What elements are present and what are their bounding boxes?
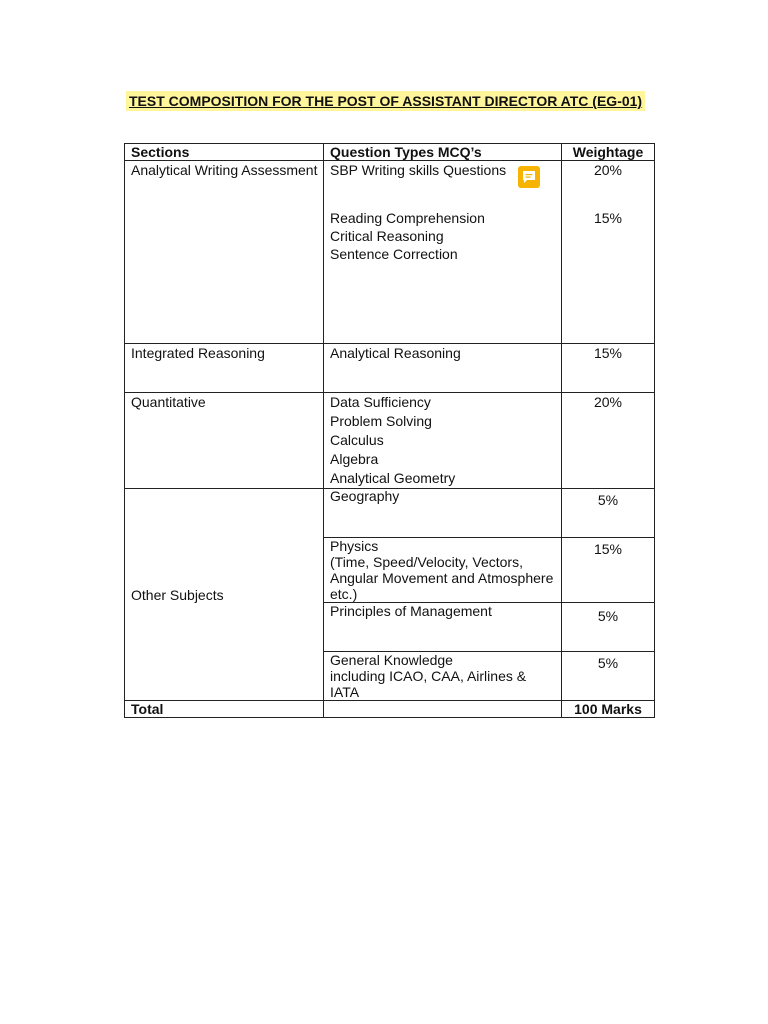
weightage-general-knowledge: 5% — [562, 652, 655, 701]
weightage-value: 20% — [593, 162, 623, 178]
table-total-row — [125, 701, 655, 718]
question-item: SBP Writing skills Questions — [330, 162, 507, 178]
table-header-row — [125, 144, 655, 161]
header-question-types: Question Types MCQ’s — [324, 144, 562, 161]
weightage-ir: 15% — [562, 344, 655, 393]
questions-general-knowledge — [324, 652, 562, 701]
question-item: General Knowledge — [330, 652, 453, 668]
total-label: Total — [125, 701, 324, 718]
section-ir: Integrated Reasoning — [125, 344, 324, 393]
question-item: Data Sufficiency — [330, 394, 431, 410]
comment-glyph-icon — [522, 170, 536, 184]
comment-icon[interactable] — [518, 166, 540, 188]
questions-ir: Analytical Reasoning — [324, 344, 562, 393]
weightage-awa — [562, 161, 655, 344]
questions-geography: Geography — [324, 489, 562, 538]
question-item: Sentence Correction — [330, 246, 458, 262]
weightage-quant: 20% — [562, 393, 655, 489]
question-item: etc.) — [330, 586, 358, 602]
weightage-geography: 5% — [562, 489, 655, 538]
section-quant: Quantitative — [125, 393, 324, 489]
table-row — [125, 393, 655, 489]
question-item: IATA — [330, 684, 360, 700]
section-awa — [125, 161, 324, 344]
question-item: Calculus — [330, 432, 384, 448]
table-row — [125, 489, 655, 538]
question-item: (Time, Speed/Velocity, Vectors, — [330, 554, 523, 570]
question-item: including ICAO, CAA, Airlines & — [330, 668, 527, 684]
question-item: Algebra — [330, 451, 379, 467]
question-item: Critical Reasoning — [330, 228, 444, 244]
weightage-physics: 15% — [562, 538, 655, 603]
question-item: Physics — [330, 538, 379, 554]
question-item: Angular Movement and Atmosphere — [330, 570, 554, 586]
total-value: 100 Marks — [562, 701, 655, 718]
questions-quant — [324, 393, 562, 489]
weightage-management: 5% — [562, 603, 655, 652]
table-row — [125, 344, 655, 393]
header-weightage: Weightage — [562, 144, 655, 161]
question-item: Problem Solving — [330, 413, 432, 429]
question-item: Analytical Geometry — [330, 470, 456, 486]
questions-management: Principles of Management — [324, 603, 562, 652]
section-label: Analytical Writing Assessment — [131, 162, 318, 178]
questions-physics — [324, 538, 562, 603]
header-sections: Sections — [125, 144, 324, 161]
document-title: TEST COMPOSITION FOR THE POST OF ASSISTANT DIRECTOR ATC (EG-01) — [126, 91, 645, 111]
composition-table — [124, 143, 655, 718]
total-empty-cell — [324, 701, 562, 718]
question-item: Reading Comprehension — [330, 210, 485, 226]
table-row — [125, 161, 655, 344]
weightage-value: 15% — [593, 210, 623, 226]
section-other: Other Subjects — [125, 489, 324, 701]
